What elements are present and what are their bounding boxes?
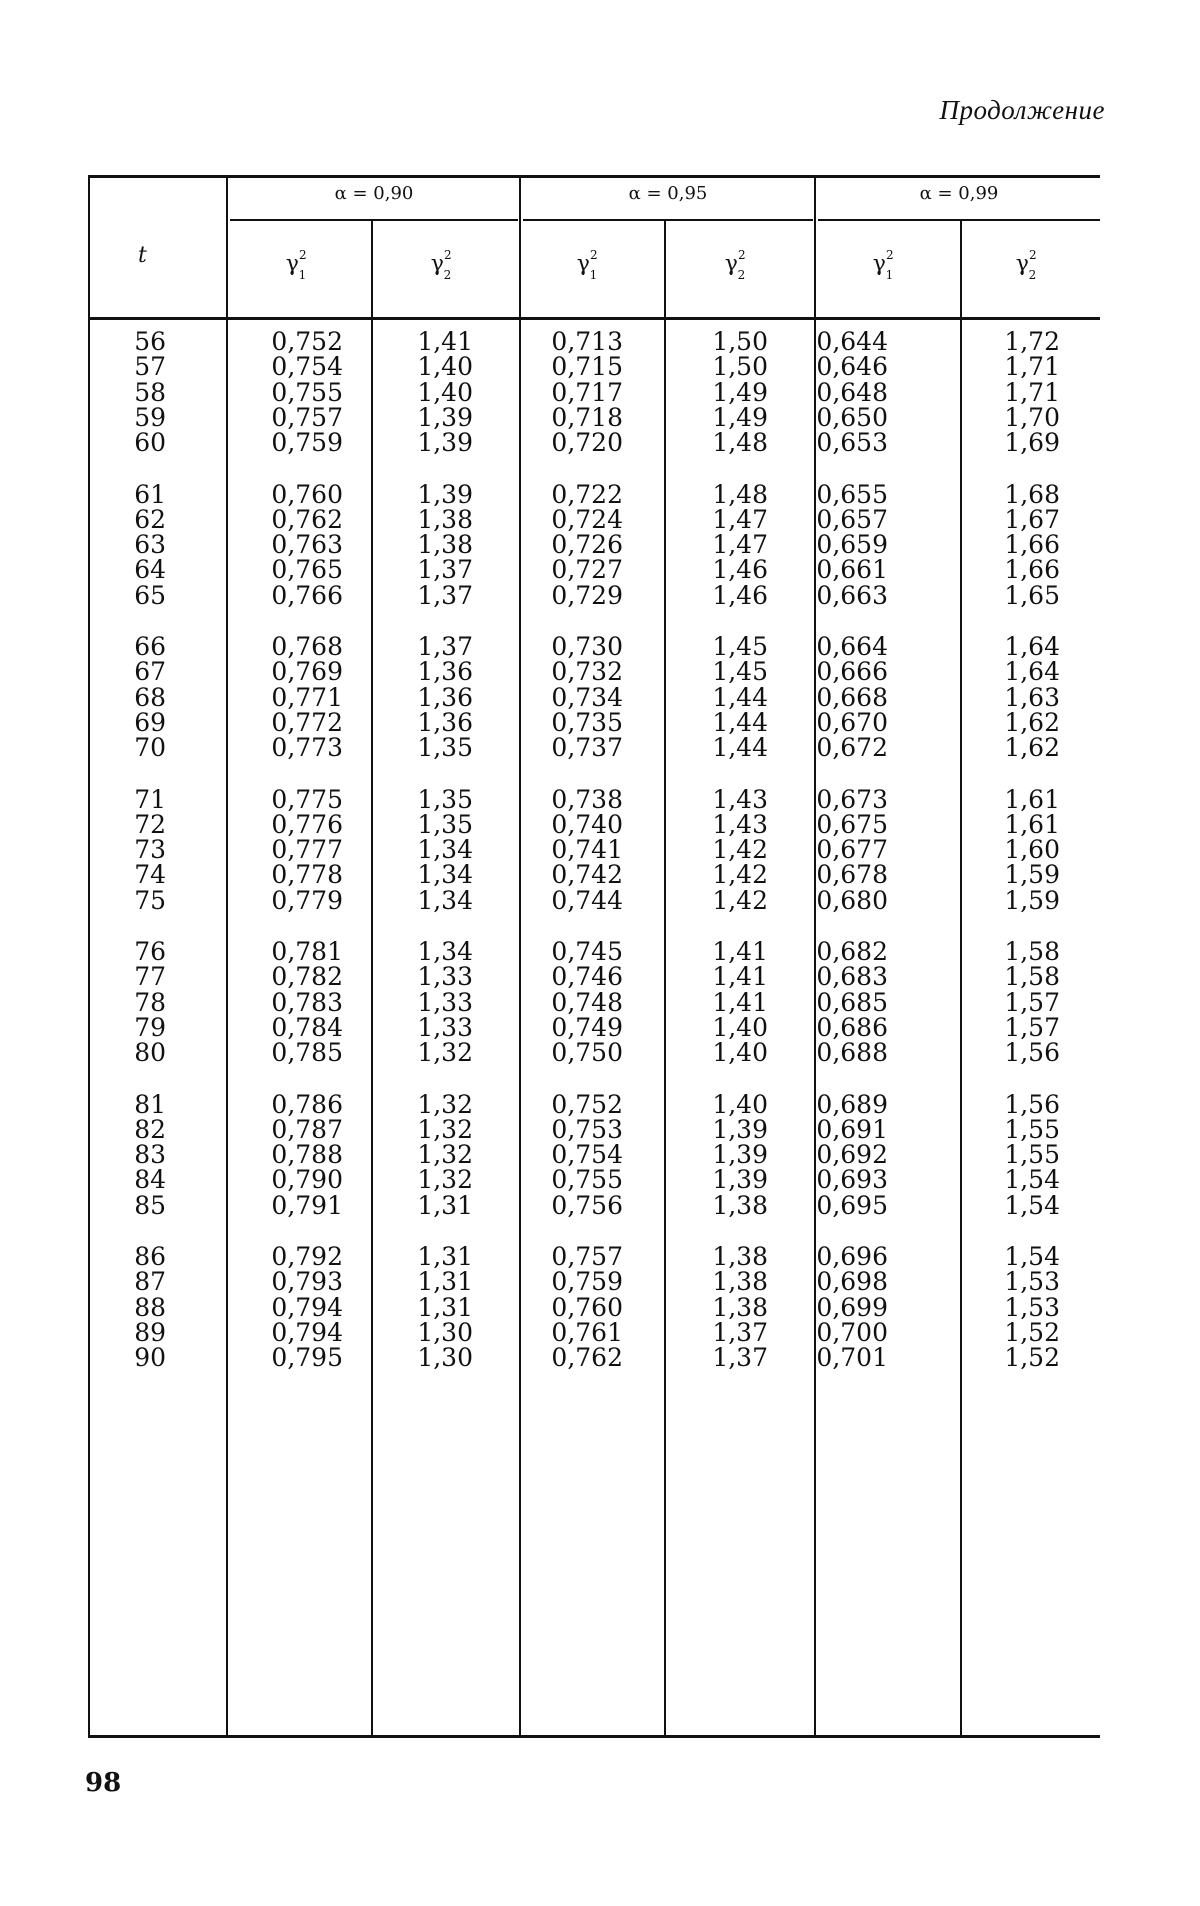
table-cell: 1,32 [417,1038,473,1068]
table-cell: 0,715 [551,352,623,382]
header-gamma-2-group-1: $\gamma^2_2$ [430,248,452,282]
row-t-value: 60 [134,428,166,458]
table-cell: 1,64 [1004,657,1060,687]
table-cell: 1,67 [1004,504,1060,534]
table-cell: 0,762 [271,504,343,534]
table-cell: 0,783 [271,987,343,1017]
table-cell: 0,760 [551,1292,623,1322]
table-cell: 0,746 [551,962,623,992]
table-cell: 0,744 [551,885,623,915]
table-cell: 0,691 [816,1114,888,1144]
table-cell: 0,663 [816,580,888,610]
header-gamma-1-group-2: $\gamma^2_1$ [576,248,598,282]
table-cell: 1,45 [712,657,768,687]
table-cell: 0,781 [271,937,343,966]
table-cell: 0,748 [551,987,623,1017]
table-cell: 0,670 [816,707,888,737]
statistics-table [88,175,1100,1780]
table-cell: 1,34 [417,885,473,915]
table-cell: 0,659 [816,530,888,560]
table-cell: 1,40 [712,1089,768,1119]
table-cell: 1,38 [712,1242,768,1271]
table-cell: 0,695 [816,1190,888,1220]
table-cell: 0,749 [551,1012,623,1042]
table-cell: 0,677 [816,835,888,865]
table-cell: 1,56 [1004,1089,1060,1119]
table-cell: 0,650 [816,402,888,432]
row-t-value: 57 [134,352,166,382]
table-cell: 0,742 [551,860,623,890]
table-cell: 1,56 [1004,1038,1060,1068]
header-gamma-2-group-2: $\gamma^2_2$ [724,248,746,282]
table-cell: 1,33 [417,962,473,992]
table-cell: 0,724 [551,504,623,534]
table-cell: 0,791 [271,1190,343,1220]
table-cell: 1,35 [417,733,473,763]
table-cell: 1,66 [1004,555,1060,585]
row-t-value: 81 [134,1089,166,1119]
table-cell: 1,39 [712,1165,768,1195]
table-cell: 1,48 [712,479,768,509]
table-cell: 1,35 [417,784,473,814]
table-cell: 1,37 [417,555,473,585]
table-cell: 1,37 [417,632,473,661]
table-cell: 1,57 [1004,987,1060,1017]
table-cell: 1,49 [712,377,768,407]
table-cell: 0,737 [551,733,623,763]
table-cell: 1,46 [712,555,768,585]
alpha-underline-1 [230,219,518,221]
table-cell: 1,32 [417,1114,473,1144]
header-t: t [138,243,147,268]
table-cell: 0,696 [816,1242,888,1271]
table-cell: 0,761 [551,1317,623,1347]
table-cell: 0,701 [816,1343,888,1373]
table-cell: 1,61 [1004,784,1060,814]
table-cell: 1,38 [712,1190,768,1220]
row-t-value: 78 [134,987,166,1017]
table-cell: 0,792 [271,1242,343,1271]
row-t-value: 67 [134,657,166,687]
table-cell: 1,47 [712,504,768,534]
row-t-value: 73 [134,835,166,865]
table-cell: 1,41 [712,987,768,1017]
table-cell: 1,34 [417,835,473,865]
table-cell: 1,43 [712,809,768,839]
table-cell: 0,653 [816,428,888,458]
table-cell: 0,680 [816,885,888,915]
table-cell: 1,41 [712,937,768,966]
col-divider-t [226,175,228,1737]
table-cell: 0,699 [816,1292,888,1322]
table-cell: 1,44 [712,682,768,712]
table-cell: 1,71 [1004,377,1060,407]
table-cell: 1,40 [417,377,473,407]
table-cell: 0,772 [271,707,343,737]
table-cell: 1,31 [417,1190,473,1220]
table-cell: 0,672 [816,733,888,763]
table-cell: 1,39 [712,1140,768,1170]
table-cell: 1,31 [417,1267,473,1297]
row-t-value: 85 [134,1190,166,1220]
table-cell: 0,773 [271,733,343,763]
row-t-value: 86 [134,1242,166,1271]
row-t-value: 75 [134,885,166,915]
table-cell: 0,718 [551,402,623,432]
table-cell: 1,55 [1004,1114,1060,1144]
table-cell: 1,52 [1004,1343,1060,1373]
table-cell: 0,779 [271,885,343,915]
table-cell: 1,38 [712,1292,768,1322]
table-cell: 1,40 [417,352,473,382]
table-cell: 1,46 [712,580,768,610]
table-cell: 0,787 [271,1114,343,1144]
table-cell: 1,50 [712,352,768,382]
header-alpha-095: α = 0,95 [628,183,708,204]
table-cell: 0,768 [271,632,343,661]
table-cell: 1,35 [417,809,473,839]
table-cell: 1,58 [1004,962,1060,992]
table-cell: 0,732 [551,657,623,687]
table-cell: 1,37 [712,1343,768,1373]
row-t-value: 79 [134,1012,166,1042]
col-divider-1 [371,221,373,1737]
table-cell: 0,745 [551,937,623,966]
table-cell: 1,61 [1004,809,1060,839]
table-cell: 1,54 [1004,1242,1060,1271]
table-cell: 0,722 [551,479,623,509]
table-cell: 0,754 [271,352,343,382]
header-alpha-099: α = 0,99 [919,183,999,204]
table-cell: 0,766 [271,580,343,610]
table-cell: 1,53 [1004,1267,1060,1297]
col-divider-5 [960,221,962,1737]
table-cell: 0,720 [551,428,623,458]
table-cell: 1,52 [1004,1317,1060,1347]
table-cell: 0,793 [271,1267,343,1297]
table-cell: 1,38 [712,1267,768,1297]
table-cell: 1,59 [1004,860,1060,890]
table-cell: 0,740 [551,809,623,839]
table-cell: 0,726 [551,530,623,560]
table-cell: 1,38 [417,504,473,534]
table-cell: 1,37 [712,1317,768,1347]
table-cell: 0,673 [816,784,888,814]
table-cell: 0,685 [816,987,888,1017]
table-cell: 0,790 [271,1165,343,1195]
row-t-value: 89 [134,1317,166,1347]
row-t-value: 59 [134,402,166,432]
table-cell: 1,64 [1004,632,1060,661]
row-t-value: 83 [134,1140,166,1170]
table-cell: 0,655 [816,479,888,509]
table-cell: 1,65 [1004,580,1060,610]
table-cell: 1,42 [712,835,768,865]
table-cell: 1,31 [417,1242,473,1271]
table-cell: 1,39 [712,1114,768,1144]
table-cell: 0,682 [816,937,888,966]
table-cell: 0,775 [271,784,343,814]
header-alpha-090: α = 0,90 [334,183,414,204]
table-cell: 1,33 [417,1012,473,1042]
table-cell: 0,686 [816,1012,888,1042]
header-gamma-1-group-3: $\gamma^2_1$ [872,248,894,282]
continuation-label: Продолжение [939,95,1105,125]
row-t-value: 82 [134,1114,166,1144]
table-cell: 0,777 [271,835,343,865]
table-cell: 1,32 [417,1165,473,1195]
table-cell: 0,730 [551,632,623,661]
table-cell: 0,698 [816,1267,888,1297]
table-cell: 1,34 [417,860,473,890]
row-t-value: 76 [134,937,166,966]
row-t-value: 63 [134,530,166,560]
table-cell: 0,717 [551,377,623,407]
row-t-value: 62 [134,504,166,534]
table-cell: 0,727 [551,555,623,585]
table-cell: 0,752 [271,327,343,356]
table-cell: 1,58 [1004,937,1060,966]
table-cell: 0,668 [816,682,888,712]
row-t-value: 66 [134,632,166,661]
table-cell: 1,43 [712,784,768,814]
table-cell: 1,39 [417,428,473,458]
row-t-value: 77 [134,962,166,992]
header-gamma-2-group-3: $\gamma^2_2$ [1015,248,1037,282]
table-cell: 0,666 [816,657,888,687]
header-bottom-rule [88,317,1100,320]
table-top-rule [88,175,1100,178]
row-t-value: 56 [134,327,166,356]
table-cell: 0,675 [816,809,888,839]
table-cell: 0,785 [271,1038,343,1068]
table-cell: 0,688 [816,1038,888,1068]
table-cell: 1,47 [712,530,768,560]
table-cell: 0,713 [551,327,623,356]
table-cell: 1,44 [712,733,768,763]
table-cell: 1,70 [1004,402,1060,432]
table-cell: 0,755 [551,1165,623,1195]
table-cell: 1,32 [417,1140,473,1170]
row-t-value: 87 [134,1267,166,1297]
row-t-value: 64 [134,555,166,585]
table-cell: 1,33 [417,987,473,1017]
row-t-value: 80 [134,1038,166,1068]
table-cell: 0,771 [271,682,343,712]
table-cell: 0,786 [271,1089,343,1119]
table-cell: 1,62 [1004,707,1060,737]
table-cell: 1,57 [1004,1012,1060,1042]
table-cell: 1,34 [417,937,473,966]
table-cell: 1,45 [712,632,768,661]
table-cell: 1,36 [417,657,473,687]
table-cell: 0,760 [271,479,343,509]
table-cell: 1,54 [1004,1165,1060,1195]
table-cell: 1,39 [417,479,473,509]
table-cell: 0,782 [271,962,343,992]
table-cell: 1,41 [417,327,473,356]
table-cell: 0,738 [551,784,623,814]
table-cell: 0,795 [271,1343,343,1373]
table-cell: 0,788 [271,1140,343,1170]
table-cell: 0,693 [816,1165,888,1195]
alpha-underline-2 [523,219,813,221]
page-number: 98 [85,1768,122,1798]
table-cell: 0,683 [816,962,888,992]
table-cell: 1,63 [1004,682,1060,712]
table-cell: 0,644 [816,327,888,356]
table-cell: 0,729 [551,580,623,610]
table-cell: 0,689 [816,1089,888,1119]
row-t-value: 74 [134,860,166,890]
col-divider-2 [519,175,521,1737]
col-divider-3 [664,221,666,1737]
table-cell: 1,32 [417,1089,473,1119]
table-cell: 0,734 [551,682,623,712]
table-cell: 0,776 [271,809,343,839]
table-cell: 1,40 [712,1012,768,1042]
table-cell: 1,62 [1004,733,1060,763]
row-t-value: 68 [134,682,166,712]
table-cell: 0,769 [271,657,343,687]
row-t-value: 58 [134,377,166,407]
row-t-value: 90 [134,1343,166,1373]
table-cell: 1,68 [1004,479,1060,509]
table-cell: 0,648 [816,377,888,407]
table-cell: 0,700 [816,1317,888,1347]
table-cell: 1,69 [1004,428,1060,458]
table-cell: 0,664 [816,632,888,661]
table-cell: 0,778 [271,860,343,890]
table-cell: 0,784 [271,1012,343,1042]
table-cell: 0,661 [816,555,888,585]
table-cell: 0,753 [551,1114,623,1144]
table-cell: 1,55 [1004,1140,1060,1170]
table-cell: 1,72 [1004,327,1060,356]
row-t-value: 88 [134,1292,166,1322]
row-t-value: 70 [134,733,166,763]
alpha-underline-3 [818,219,1100,221]
table-cell: 1,71 [1004,352,1060,382]
table-cell: 0,741 [551,835,623,865]
table-cell: 0,759 [271,428,343,458]
table-cell: 1,48 [712,428,768,458]
table-cell: 1,30 [417,1343,473,1373]
table-cell: 1,42 [712,860,768,890]
table-cell: 1,37 [417,580,473,610]
table-cell: 0,756 [551,1190,623,1220]
row-t-value: 71 [134,784,166,814]
table-cell: 1,59 [1004,885,1060,915]
table-cell: 0,750 [551,1038,623,1068]
row-t-value: 65 [134,580,166,610]
table-cell: 1,30 [417,1317,473,1347]
table-cell: 0,692 [816,1140,888,1170]
row-t-value: 84 [134,1165,166,1195]
table-cell: 0,657 [816,504,888,534]
table-cell: 1,41 [712,962,768,992]
table-cell: 1,31 [417,1292,473,1322]
table-cell: 1,66 [1004,530,1060,560]
table-cell: 1,50 [712,327,768,356]
table-cell: 1,49 [712,402,768,432]
table-cell: 0,759 [551,1267,623,1297]
table-bottom-rule [88,1735,1100,1738]
table-cell: 0,646 [816,352,888,382]
table-cell: 0,763 [271,530,343,560]
row-t-value: 69 [134,707,166,737]
table-cell: 0,735 [551,707,623,737]
table-cell: 1,53 [1004,1292,1060,1322]
row-t-value: 61 [134,479,166,509]
table-cell: 0,762 [551,1343,623,1373]
header-gamma-1-group-1: $\gamma^2_1$ [285,248,307,282]
table-cell: 0,794 [271,1292,343,1322]
row-t-value: 72 [134,809,166,839]
table-cell: 0,757 [271,402,343,432]
table-cell: 1,40 [712,1038,768,1068]
table-cell: 0,754 [551,1140,623,1170]
table-cell: 1,42 [712,885,768,915]
table-cell: 0,752 [551,1089,623,1119]
table-cell: 0,678 [816,860,888,890]
table-cell: 1,36 [417,707,473,737]
table-cell: 0,757 [551,1242,623,1271]
table-cell: 0,765 [271,555,343,585]
table-cell: 0,755 [271,377,343,407]
table-cell: 1,36 [417,682,473,712]
table-cell: 0,794 [271,1317,343,1347]
table-cell: 1,44 [712,707,768,737]
table-cell: 1,38 [417,530,473,560]
table-cell: 1,60 [1004,835,1060,865]
table-cell: 1,39 [417,402,473,432]
table-cell: 1,54 [1004,1190,1060,1220]
